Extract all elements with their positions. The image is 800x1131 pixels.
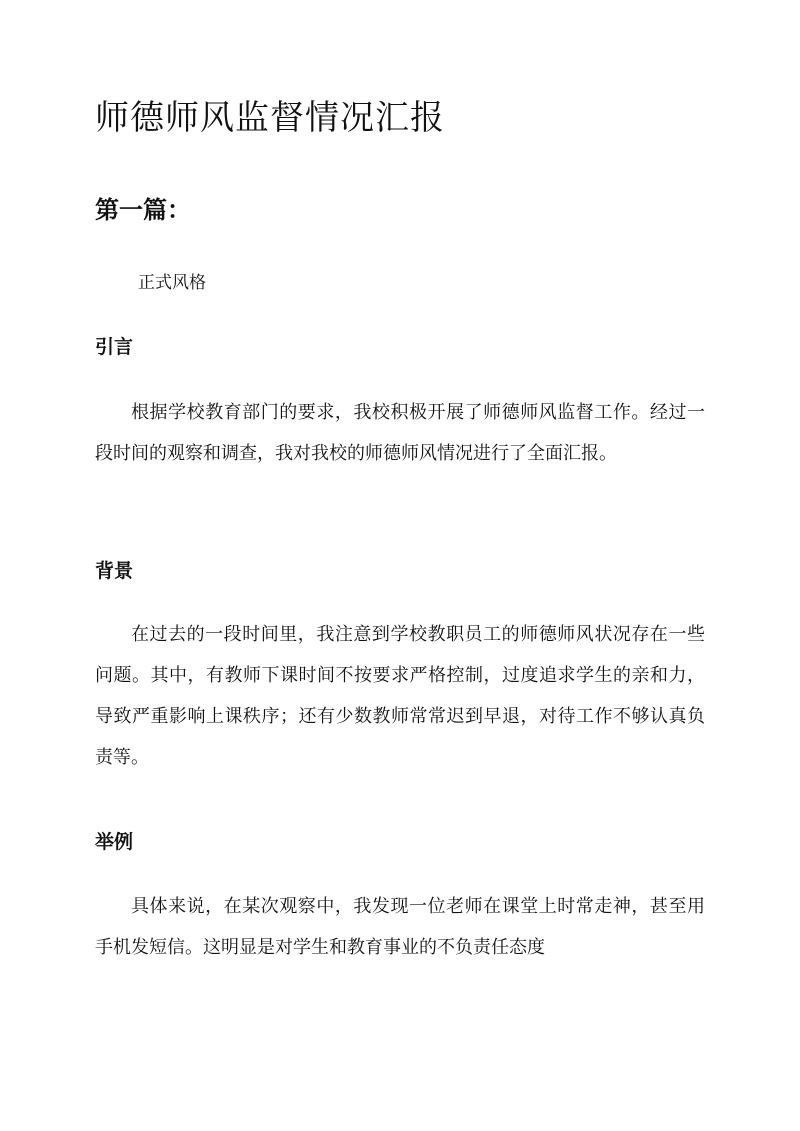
chapter-heading: 第一篇： — [95, 195, 191, 224]
style-note: 正式风格 — [138, 273, 206, 293]
section-heading-intro: 引言 — [95, 336, 134, 358]
section-paragraph-example: 具体来说，在某次观察中，我发现一位老师在课堂上时常走神，甚至用手机发短信。这明显是对学生和教育事业的不负责任态度 — [95, 896, 705, 958]
section-heading-example: 举例 — [95, 831, 134, 853]
section-paragraph-intro: 根据学校教育部门的要求，我校积极开展了师德师风监督工作。经过一段时间的观察和调查，我对我校的师德师风情况进行了全面汇报。 — [95, 402, 705, 464]
document-title: 师德师风监督情况汇报 — [95, 98, 445, 138]
section-paragraph-background: 在过去的一段时间里，我注意到学校教职员工的师德师风状况存在一些问题。其中，有教师下课时间不按要求严格控制，过度追求学生的亲和力，导致严重影响上课秩序；还有少数教师常常迟到早退，对待工作不够认真负责等。 — [95, 624, 705, 768]
section-heading-background: 背景 — [95, 560, 134, 582]
